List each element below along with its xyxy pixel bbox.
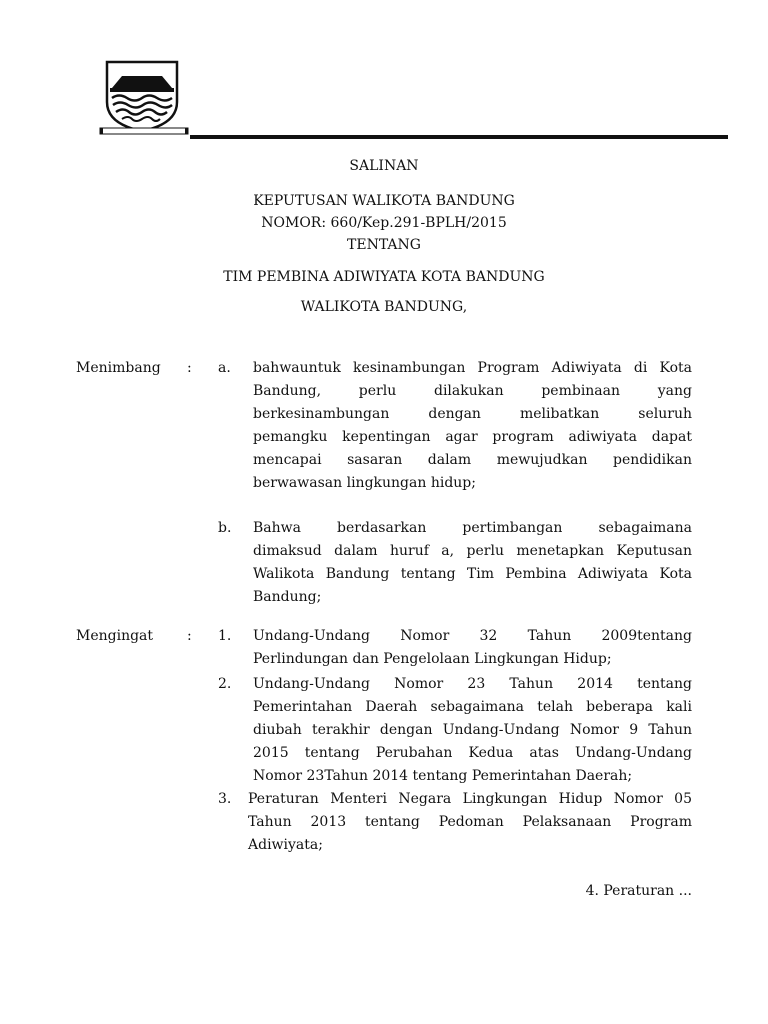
text-line: Perlindungan dan Pengelolaan Lingkungan Hidup; (253, 651, 612, 667)
page-continuation: 4. Peraturan ... (585, 883, 692, 899)
remembering-1-marker: 1. (218, 628, 232, 644)
considering-label: Menimbang (76, 360, 161, 376)
decree-subject: TIM PEMBINA ADIWIYATA KOTA BANDUNG (223, 269, 545, 285)
remembering-2-text (253, 673, 692, 788)
text-line: Pemerintahan Daerah sebagaimana telah beberapa kali (253, 699, 692, 715)
considering-colon: : (187, 360, 192, 376)
text-line: Bandung, perlu dilakukan pembinaan yang (253, 383, 692, 399)
text-line: Nomor 23Tahun 2014 tentang Pemerintahan Daerah; (253, 768, 633, 784)
copy-label: SALINAN (349, 158, 419, 174)
text-line: berwawasan lingkungan hidup; (253, 475, 476, 491)
text-line: Undang-Undang Nomor 23 Tahun 2014 tentang (253, 676, 692, 692)
text-line: Tahun 2013 tentang Pedoman Pelaksanaan Program (248, 814, 692, 830)
remembering-colon: : (187, 628, 192, 644)
text-line: pemangku kepentingan agar program adiwiyata dapat (253, 429, 692, 445)
text-line: Peraturan Menteri Negara Lingkungan Hidup Nomor 05 (248, 791, 692, 807)
decree-number: NOMOR: 660/Kep.291-BPLH/2015 (261, 215, 507, 231)
text-line: mencapai sasaran dalam mewujudkan pendidikan (253, 452, 692, 468)
text-line: Bahwa berdasarkan pertimbangan sebagaimana (253, 520, 692, 536)
text-line: Bandung; (253, 589, 322, 605)
considering-b-marker: b. (218, 520, 232, 536)
issuer: WALIKOTA BANDUNG, (300, 299, 468, 315)
remembering-3-marker: 3. (218, 791, 232, 807)
remembering-2-marker: 2. (218, 676, 232, 692)
considering-a-marker: a. (218, 360, 231, 376)
text-line: Walikota Bandung tentang Tim Pembina Adiwiyata Kota (253, 566, 692, 582)
remembering-label: Mengingat (76, 628, 154, 644)
text-line: dimaksud dalam huruf a, perlu menetapkan Keputusan (253, 543, 692, 559)
text-line: 2015 tentang Perubahan Kedua atas Undang-Undang (253, 745, 692, 761)
text-line: Adiwiyata; (248, 837, 323, 853)
remembering-3-text (248, 788, 692, 857)
city-seal-logo (98, 58, 190, 136)
considering-b-text (253, 517, 692, 609)
considering-a-text (253, 357, 692, 495)
text-line: bahwauntuk kesinambungan Program Adiwiyata di Kota (253, 360, 692, 376)
remembering-1-text (253, 625, 692, 671)
decree-title: KEPUTUSAN WALIKOTA BANDUNG (253, 193, 515, 209)
text-line: diubah terakhir dengan Undang-Undang Nomor 9 Tahun (253, 722, 692, 738)
header-divider (190, 135, 728, 139)
about-label: TENTANG (347, 237, 421, 253)
text-line: berkesinambungan dengan melibatkan seluruh (253, 406, 692, 422)
text-line: Undang-Undang Nomor 32 Tahun 2009tentang (253, 628, 692, 644)
